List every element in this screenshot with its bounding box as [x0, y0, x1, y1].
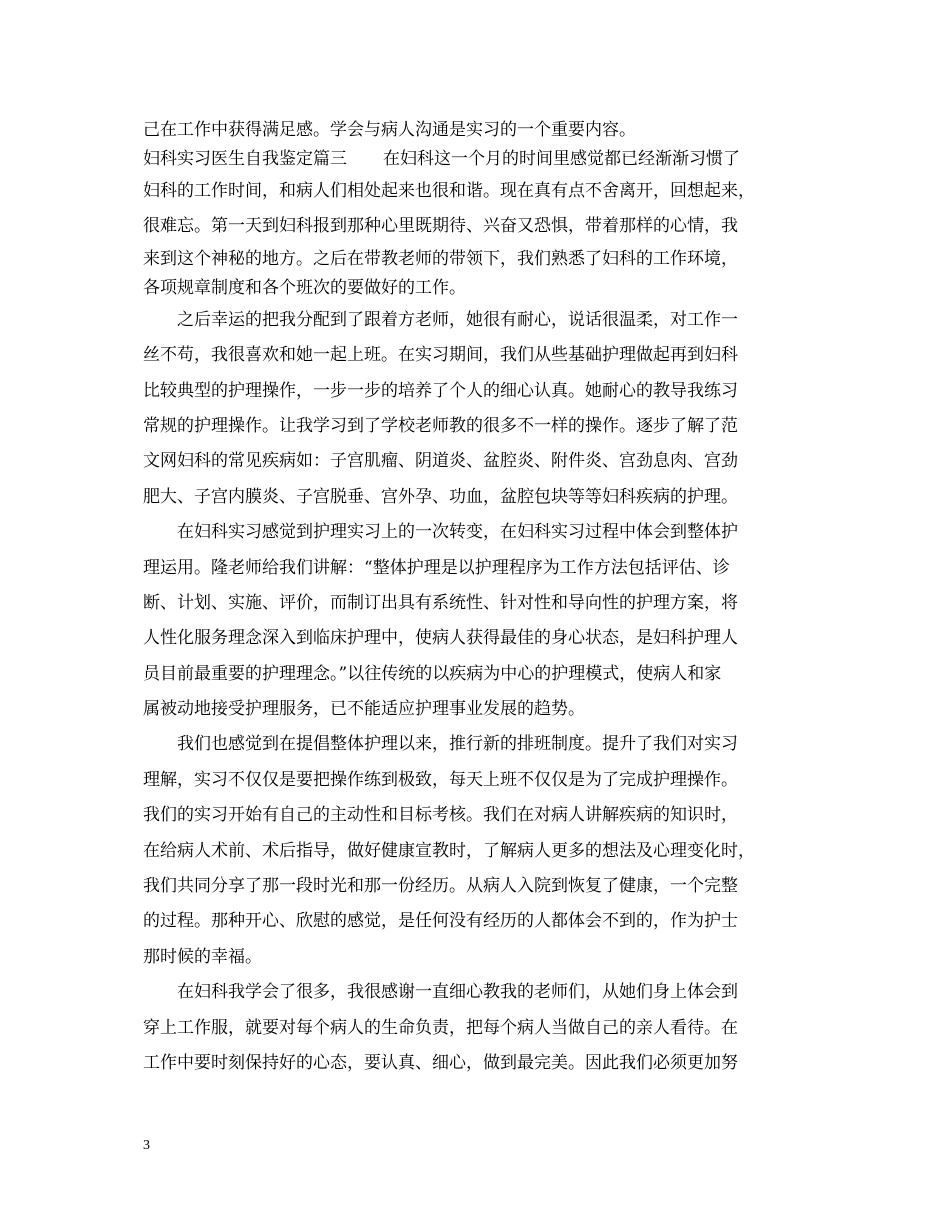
- text-line: 比较典型的护理操作，一步一步的培养了个人的细心认真。她耐心的教导我练习: [143, 380, 738, 401]
- text-line: 常规的护理操作。让我学习到了学校老师教的很多不一样的操作。逐步了解了范: [143, 415, 738, 436]
- paragraph-first-line: 在妇科实习感觉到护理实习上的一次转变，在妇科实习过程中体会到整体护: [177, 522, 738, 543]
- text-line: 我们的实习开始有自己的主动性和目标考核。我们在对病人讲解疾病的知识时，: [143, 805, 738, 826]
- paragraph-first-line: 在妇科我学会了很多，我很感谢一直细心教我的老师们，从她们身上体会到: [177, 982, 738, 1003]
- paragraph-first-line: 之后幸运的把我分配到了跟着方老师，她很有耐心，说话很温柔，对工作一: [177, 309, 738, 330]
- text-line: 在妇科这一个月的时间里感觉都已经渐渐习惯了: [383, 149, 740, 169]
- text-line: 断、计划、实施、评价，而制订出具有系统性、针对性和导向性的护理方案，将: [143, 592, 738, 613]
- paragraph-first-line: 我们也感觉到在提倡整体护理以来，推行新的排班制度。提升了我们对实习: [177, 734, 738, 755]
- text-line: 我们共同分享了那一段时光和那一份经历。从病人入院到恢复了健康，一个完整: [143, 876, 738, 897]
- text-line: 员目前最重要的护理理念。”以往传统的以疾病为中心的护理模式，使病人和家: [143, 663, 722, 684]
- text-line: 文网妇科的常见疾病如：子宫肌瘤、阴道炎、盆腔炎、附件炎、宫劲息肉、宫劲: [143, 451, 738, 472]
- text-line: 工作中要时刻保持好的心态，要认真、细心，做到最完美。因此我们必须更加努: [143, 1052, 738, 1073]
- text-line: 丝不苟，我很喜欢和她一起上班。在实习期间，我们从些基础护理做起再到妇科: [143, 345, 738, 366]
- text-line: 肥大、子宫内膜炎、子宫脱垂、宫外孕、功血，盆腔包块等等妇科疾病的护理。: [143, 486, 738, 507]
- text-line: 理运用。隆老师给我们讲解：“整体护理是以护理程序为工作方法包括评估、诊: [143, 557, 730, 578]
- text-line: 在给病人术前、术后指导，做好健康宣教时，了解病人更多的想法及心理变化时，: [143, 840, 755, 861]
- text-line: 很难忘。第一天到妇科报到那种心里既期待、兴奋又恐惧，带着那样的心情，我: [143, 216, 738, 237]
- text-line: 穿上工作服，就要对每个病人的生命负责，把每个病人当做自己的亲人看待。在: [143, 1017, 738, 1038]
- text-line: 的过程。那种开心、欣慰的感觉，是任何没有经历的人都体会不到的，作为护士: [143, 911, 738, 932]
- text-line: 各项规章制度和各个班次的要做好的工作。: [143, 277, 466, 298]
- text-line-with-heading: [143, 145, 823, 174]
- text-line: 妇科的工作时间，和病人们相处起来也很和谐。现在真有点不舍离开，回想起来，: [143, 181, 755, 201]
- text-line: 来到这个神秘的地方。之后在带教老师的带领下，我们熟悉了妇科的工作环境，: [143, 248, 738, 269]
- text-line: 属被动地接受护理服务，已不能适应护理事业发展的趋势。: [143, 699, 585, 720]
- text-line: 那时候的幸福。: [143, 946, 262, 967]
- text-line: 己在工作中获得满足感。学会与病人沟通是实习的一个重要内容。: [143, 120, 636, 140]
- body-text: [143, 116, 823, 1081]
- section-heading: 妇科实习医生自我鉴定篇三: [143, 149, 347, 169]
- text-line: 人性化服务理念深入到临床护理中，使病人获得最佳的身心状态，是妇科护理人: [143, 628, 738, 649]
- text-line: 理解，实习不仅仅是要把操作练到极致，每天上班不仅仅是为了完成护理操作。: [143, 769, 738, 790]
- page-number: 3: [143, 1138, 150, 1153]
